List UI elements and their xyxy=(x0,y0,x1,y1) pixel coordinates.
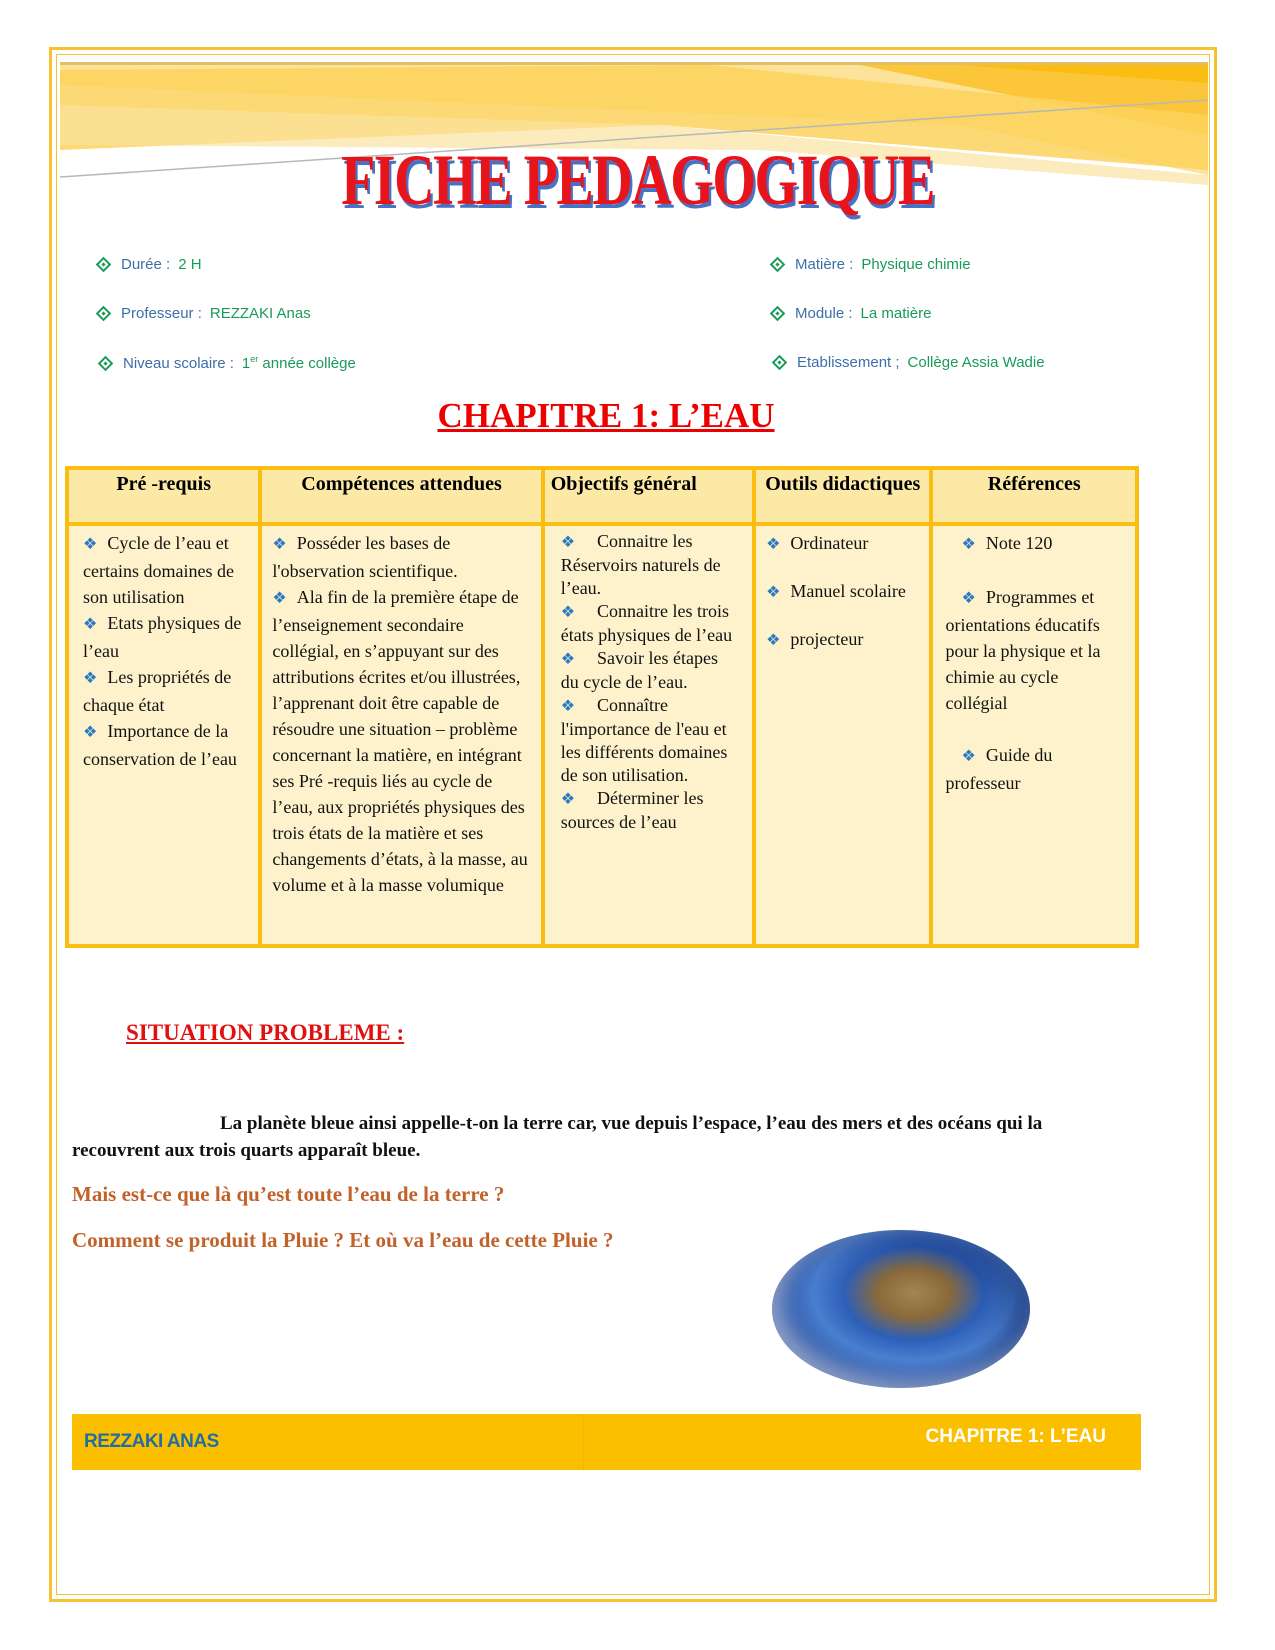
info-label: Professeur : xyxy=(121,305,202,322)
list-item xyxy=(83,530,244,610)
cell-references xyxy=(931,524,1137,946)
list-item-text: Importance de la conservation de l’eau xyxy=(83,721,237,769)
list-item-text: Etats physiques de l’eau xyxy=(83,613,242,661)
four-diamond-bullet-icon: ❖ xyxy=(83,724,98,741)
info-value: La matière xyxy=(860,305,932,322)
list-item-text: Note 120 xyxy=(985,533,1053,553)
list-item xyxy=(561,600,736,647)
four-diamond-bullet-icon: ❖ xyxy=(560,791,576,808)
diamond-icon xyxy=(96,306,112,322)
four-diamond-bullet-icon: ❖ xyxy=(766,584,781,601)
header-objectifs: Objectifs général xyxy=(543,468,754,524)
list-item xyxy=(766,530,919,558)
situation-paragraph xyxy=(72,1110,1132,1164)
info-value: 2 H xyxy=(178,256,202,273)
header-references: Références xyxy=(931,468,1137,524)
four-diamond-bullet-icon: ❖ xyxy=(83,616,98,633)
list-item xyxy=(83,718,244,772)
list-item xyxy=(272,530,530,584)
list-item xyxy=(83,610,244,664)
info-duree xyxy=(98,256,202,273)
question-1: Mais est-ce que là qu’est toute l’eau de la terre ? xyxy=(72,1182,505,1206)
four-diamond-bullet-icon: ❖ xyxy=(766,632,781,649)
footer-author: REZZAKI ANAS xyxy=(72,1414,584,1470)
info-etablissement xyxy=(774,354,1045,371)
four-diamond-bullet-icon: ❖ xyxy=(560,604,576,621)
info-niveau xyxy=(100,354,356,372)
info-label: Niveau scolaire : xyxy=(123,354,234,372)
earth-globe-image xyxy=(772,1230,1030,1388)
diamond-icon xyxy=(772,355,788,371)
list-item xyxy=(561,694,736,787)
situation-title: SITUATION PROBLEME : xyxy=(126,1020,405,1045)
table-header-row xyxy=(67,468,1137,524)
list-item-text: Ordinateur xyxy=(790,533,869,553)
four-diamond-bullet-icon: ❖ xyxy=(961,536,976,553)
info-value-main: 1 xyxy=(241,355,251,372)
pedagogical-table xyxy=(65,466,1139,948)
info-value xyxy=(242,354,356,372)
page-title: FICHE PEDAGOGIQUE xyxy=(341,140,934,220)
question-2: Comment se produit la Pluie ? Et où va l’eau de cette Pluie ? xyxy=(72,1228,614,1252)
four-diamond-bullet-icon: ❖ xyxy=(961,590,976,607)
four-diamond-bullet-icon: ❖ xyxy=(560,534,576,551)
footer-bar xyxy=(72,1414,1141,1470)
info-value-rest: année collège xyxy=(258,355,356,372)
header-prerequis: Pré -requis xyxy=(67,468,260,524)
four-diamond-bullet-icon: ❖ xyxy=(83,536,98,553)
list-item xyxy=(945,530,1123,558)
info-label: Module : xyxy=(795,305,853,322)
cell-outils xyxy=(754,524,931,946)
info-matiere xyxy=(772,256,971,273)
list-item-text: Déterminer les sources de l’eau xyxy=(560,788,704,832)
list-item xyxy=(272,584,530,898)
diamond-icon xyxy=(98,355,114,371)
list-item-text: Posséder les bases de l'observation scientifique. xyxy=(272,533,458,581)
table-row xyxy=(67,524,1137,946)
four-diamond-bullet-icon: ❖ xyxy=(961,748,976,765)
list-item xyxy=(561,530,736,600)
list-item-text: Savoir les étapes du cycle de l’eau. xyxy=(560,648,719,692)
list-item-text: Connaitre les trois états physiques de l’eau xyxy=(560,601,733,645)
cell-competences xyxy=(260,524,542,946)
list-item xyxy=(766,578,919,606)
info-value: REZZAKI Anas xyxy=(209,305,311,322)
list-item xyxy=(83,664,244,718)
four-diamond-bullet-icon: ❖ xyxy=(560,651,576,668)
list-item xyxy=(561,787,736,834)
four-diamond-bullet-icon: ❖ xyxy=(272,590,287,607)
list-item-text: Manuel scolaire xyxy=(790,581,906,601)
list-item xyxy=(945,584,1123,716)
cell-prerequis xyxy=(67,524,260,946)
info-value-sup: er xyxy=(250,354,259,364)
cell-objectifs xyxy=(543,524,754,946)
info-label: Matière : xyxy=(795,256,854,273)
list-item xyxy=(561,647,736,694)
four-diamond-bullet-icon: ❖ xyxy=(560,698,576,715)
list-item-text: Connaître l'importance de l'eau et les différents domaines de son utilisation. xyxy=(560,695,728,785)
list-item-text: Les propriétés de chaque état xyxy=(83,667,232,715)
list-item-text: projecteur xyxy=(790,629,864,649)
list-item-text: Ala fin de la première étape de l’enseignement secondaire collégial, en s’appuyant sur des attributions écrites et/ou illustrées, l’apprenant doit être capable de résoudre une situation – problème concernant la matière, en intégrant ses Pré -requis liés au cycle de l’eau, aux propriétés physiques des trois états de la matière et ses changements d’états, à la masse, au volume et à la masse volumique xyxy=(272,587,528,895)
diamond-icon xyxy=(770,257,786,273)
header-competences: Compétences attendues xyxy=(260,468,542,524)
list-item-text: Connaitre les Réservoirs naturels de l’eau. xyxy=(560,531,721,598)
diamond-icon xyxy=(770,306,786,322)
list-item-text: Guide du professeur xyxy=(945,745,1053,793)
list-item xyxy=(945,742,1123,796)
list-item-text: Programmes et orientations éducatifs pour la physique et la chimie au cycle collégial xyxy=(945,587,1101,713)
info-label: Durée : xyxy=(121,256,171,273)
info-value: Collège Assia Wadie xyxy=(907,354,1045,371)
diamond-icon xyxy=(96,257,112,273)
info-module xyxy=(772,305,931,322)
situation-paragraph-text: La planète bleue ainsi appelle-t-on la terre car, vue depuis l’espace, l’eau des mers et des océans qui la recouvrent aux trois quarts apparaît bleue. xyxy=(72,1113,1043,1161)
list-item xyxy=(766,626,919,654)
info-professeur xyxy=(98,305,311,322)
info-value: Physique chimie xyxy=(861,256,971,273)
header-outils: Outils didactiques xyxy=(754,468,931,524)
info-label: Etablissement ; xyxy=(797,354,900,371)
four-diamond-bullet-icon: ❖ xyxy=(83,670,98,687)
list-item-text: Cycle de l’eau et certains domaines de son utilisation xyxy=(83,533,234,607)
chapter-title: CHAPITRE 1: L’EAU xyxy=(437,396,775,435)
four-diamond-bullet-icon: ❖ xyxy=(766,536,781,553)
footer-chapter: CHAPITRE 1: L’EAU xyxy=(925,1426,1106,1447)
four-diamond-bullet-icon: ❖ xyxy=(272,536,287,553)
